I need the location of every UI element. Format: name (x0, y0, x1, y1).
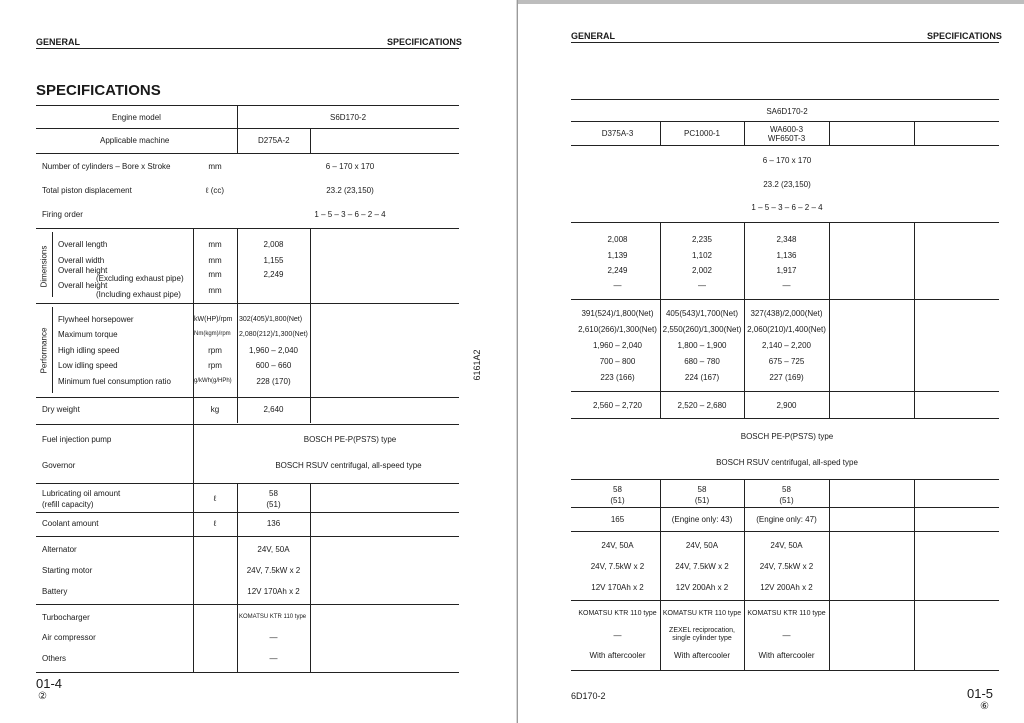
table-rule (36, 228, 459, 229)
table-top-rule (36, 105, 459, 106)
air-compressor-value: — (782, 631, 791, 640)
turbocharger-value: KOMATSU KTR 110 type (578, 610, 657, 617)
performance-group-label: Performance (39, 327, 49, 374)
alternator-value: 24V, 50A (601, 541, 634, 550)
coolant-unit: ℓ (213, 519, 217, 528)
dry-weight-value: 2,900 (776, 401, 797, 410)
alternator-value: 24V, 50A (257, 545, 290, 554)
lube-oil-refill-value: (51) (694, 496, 710, 505)
col-rule (914, 479, 915, 670)
displacement-value: 23.2 (23,150) (763, 180, 811, 189)
air-compressor-value-line2: single cylinder type (672, 635, 732, 642)
fuel-consumption-value: 224 (167) (684, 373, 720, 382)
col-rule (829, 479, 830, 670)
torque-unit: Nm(kgm)/rpm (194, 331, 231, 337)
governor-value: BOSCH RSUV centrifugal, all-sped type (716, 458, 858, 467)
group-rule (52, 232, 53, 297)
header-rule (571, 42, 999, 43)
table-rule (571, 600, 999, 601)
overall-height-in-value: — (782, 281, 791, 290)
overall-height-in-value: — (613, 281, 622, 290)
overall-height-in-value: — (698, 281, 706, 290)
fuel-consumption-value: 227 (169) (769, 373, 804, 382)
high-idle-label: High idling speed (58, 346, 120, 355)
revision-mark: ⑥ (980, 701, 989, 712)
fuel-pump-value: BOSCH PE-P(PS7S) type (303, 435, 397, 444)
lube-oil-value: 58 (697, 485, 707, 494)
air-compressor-value: ZEXEL reciprocation, (669, 627, 735, 634)
overall-width-value: 1,155 (263, 256, 284, 265)
table-rule (36, 536, 459, 537)
col-rule (914, 222, 915, 418)
unit-mm: mm (208, 256, 222, 265)
table-rule (36, 604, 459, 605)
displacement-unit: ℓ (cc) (205, 186, 225, 195)
low-idle-value: 675 – 725 (768, 357, 805, 366)
table-bottom-rule (571, 670, 999, 671)
revision-mark: ② (38, 691, 47, 702)
flywheel-hp-label: Flywheel horsepower (58, 315, 134, 324)
col-rule (829, 121, 830, 145)
fuel-pump-value: BOSCH PE-P(PS7S) type (740, 432, 834, 441)
displacement-label: Total piston displacement (42, 186, 132, 195)
flywheel-value: 405(543)/1,700(Net) (665, 309, 739, 318)
turbocharger-value: KOMATSU KTR 110 type (662, 610, 742, 617)
table-rule (571, 507, 999, 508)
high-idle-value: 1,960 – 2,040 (249, 346, 298, 355)
governor-value: BOSCH RSUV centrifugal, all-speed type (275, 461, 422, 470)
col-rule (237, 105, 238, 153)
firing-order-label: Firing order (42, 210, 83, 219)
overall-height-ex-label: Overall height (58, 266, 108, 275)
overall-height-ex-sublabel: (Excluding exhaust pipe) (96, 274, 184, 283)
battery-value: 12V 200Ah x 2 (675, 583, 729, 592)
cylinders-unit: mm (208, 162, 222, 171)
starting-motor-value: 24V, 7.5kW x 2 (590, 562, 645, 571)
max-torque-label: Maximum torque (58, 330, 118, 339)
table-rule (571, 479, 999, 480)
unit-mm: mm (208, 240, 222, 249)
torque-value: 2,610(266)/1,300(Net) (578, 325, 657, 334)
col-rule (914, 121, 915, 145)
coolant-label: Coolant amount (42, 519, 99, 528)
battery-value: 12V 200Ah x 2 (760, 583, 813, 592)
low-idle-value: 680 – 780 (684, 357, 720, 366)
overall-height-ex-value: 2,002 (691, 266, 713, 275)
fuel-consumption-unit: g/kWh(g/HPh) (194, 378, 232, 384)
cylinders-value: 6 – 170 x 170 (762, 156, 812, 165)
dry-weight-value: 2,640 (263, 405, 284, 414)
overall-length-value: 2,008 (263, 240, 284, 249)
table-rule (571, 145, 999, 146)
flywheel-unit: kW(HP)/rpm (194, 316, 233, 323)
table-rule (36, 397, 459, 398)
table-bottom-rule (36, 672, 459, 673)
lube-oil-value: 58 (782, 485, 791, 494)
torque-value: 2,550(260)/1,300(Net) (662, 325, 742, 334)
lube-oil-unit: ℓ (213, 494, 217, 503)
table-rule (571, 121, 999, 122)
table-rule (571, 222, 999, 223)
low-idle-value: 700 – 800 (599, 357, 636, 366)
fuel-consumption-value: 223 (166) (600, 373, 635, 382)
air-compressor-label: Air compressor (42, 633, 96, 642)
lube-oil-sublabel: (refill capacity) (42, 500, 94, 509)
applicable-machine-label: Applicable machine (100, 136, 170, 145)
coolant-value: (Engine only: 47) (756, 515, 817, 524)
others-value: — (269, 654, 278, 663)
unit-rpm: rpm (208, 361, 222, 370)
turbocharger-value: KOMATSU KTR 110 type (747, 610, 826, 617)
alternator-value: 24V, 50A (685, 541, 719, 550)
dry-weight-unit: kg (210, 405, 220, 414)
footer-model: 6D170-2 (571, 691, 606, 701)
overall-height-ex-value: 2,249 (607, 266, 628, 275)
page-number: 01-4 (36, 676, 63, 691)
header-section: GENERAL (571, 31, 616, 41)
turbocharger-label: Turbocharger (42, 613, 90, 622)
displacement-value: 23.2 (23,150) (326, 186, 374, 195)
col-rule (310, 483, 311, 672)
governor-label: Governor (42, 461, 76, 470)
machine-col3-line2: WF650T-3 (767, 134, 806, 143)
table-rule (571, 531, 999, 532)
lube-oil-refill-value: (51) (266, 500, 281, 509)
overall-height-ex-value: 1,917 (776, 266, 797, 275)
unit-mm: mm (208, 270, 222, 279)
firing-order-value: 1 – 5 – 3 – 6 – 2 – 4 (314, 210, 386, 219)
others-value: With aftercooler (758, 651, 815, 660)
air-compressor-value: — (269, 633, 278, 642)
starting-motor-label: Starting motor (42, 566, 93, 575)
unit-mm: mm (208, 286, 222, 295)
group-rule (52, 307, 53, 393)
unit-rpm: rpm (208, 346, 222, 355)
table-rule (36, 424, 459, 425)
table-rule (571, 418, 999, 419)
fuel-consumption-value: 228 (170) (256, 377, 291, 386)
air-compressor-value: — (613, 631, 622, 640)
lube-oil-value: 58 (613, 485, 622, 494)
others-value: With aftercooler (589, 651, 646, 660)
overall-length-value: 2,348 (776, 235, 797, 244)
header-title: SPECIFICATIONS (927, 31, 1002, 41)
right-page (517, 0, 1024, 723)
table-rule (36, 128, 459, 129)
others-value: With aftercooler (673, 651, 731, 660)
dry-weight-label: Dry weight (42, 405, 80, 414)
coolant-value: (Engine only: 43) (671, 515, 733, 524)
table-top-rule (571, 99, 999, 100)
turbocharger-value: KOMATSU KTR 110 type (239, 614, 307, 620)
battery-value: 12V 170Ah x 2 (591, 583, 644, 592)
firing-order-value: 1 – 5 – 3 – 6 – 2 – 4 (751, 203, 823, 212)
table-rule (36, 483, 459, 484)
col-rule (237, 483, 238, 672)
cylinders-value: 6 – 170 x 170 (325, 162, 375, 171)
flywheel-value: 391(524)/1,800(Net) (581, 309, 654, 318)
overall-length-value: 2,008 (607, 235, 628, 244)
table-rule (36, 512, 459, 513)
low-idle-value: 600 – 660 (255, 361, 292, 370)
table-rule (571, 299, 999, 300)
lube-oil-refill-value: (51) (779, 496, 794, 505)
lube-oil-refill-value: (51) (610, 496, 625, 505)
starting-motor-value: 24V, 7.5kW x 2 (759, 562, 814, 571)
battery-value: 12V 170Ah x 2 (247, 587, 300, 596)
overall-width-label: Overall width (58, 256, 105, 265)
engine-model-value: S6D170-2 (330, 113, 367, 122)
high-idle-value: 1,800 – 1,900 (677, 341, 727, 350)
table-rule (571, 391, 999, 392)
header-title: SPECIFICATIONS (387, 37, 462, 47)
others-label: Others (42, 654, 67, 663)
dry-weight-value: 2,520 – 2,680 (677, 401, 727, 410)
high-idle-value: 2,140 – 2,200 (762, 341, 811, 350)
page-number: 01-5 (967, 686, 994, 701)
page-title: SPECIFICATIONS (36, 82, 161, 99)
col-rule (310, 228, 311, 423)
torque-value: 2,060(210)/1,400(Net) (747, 325, 826, 334)
header-rule (36, 48, 459, 49)
overall-length-value: 2,235 (691, 235, 713, 244)
overall-height-ex-value: 2,249 (263, 270, 284, 279)
header-section: GENERAL (36, 37, 81, 47)
table-rule (36, 303, 459, 304)
fuel-pump-label: Fuel injection pump (42, 435, 112, 444)
overall-width-value: 1,139 (607, 251, 628, 260)
lube-oil-value: 58 (269, 489, 278, 498)
binding-code: 6161A2 (472, 349, 482, 381)
engine-model-value: SA6D170-2 (766, 107, 808, 116)
engine-model-label: Engine model (112, 113, 161, 122)
overall-height-in-label: Overall height (58, 281, 108, 290)
high-idle-value: 1,960 – 2,040 (593, 341, 642, 350)
coolant-value: 136 (266, 519, 281, 528)
overall-width-value: 1,136 (776, 251, 797, 260)
starting-motor-value: 24V, 7.5kW x 2 (675, 562, 729, 571)
starting-motor-value: 24V, 7.5kW x 2 (246, 566, 301, 575)
cylinders-label: Number of cylinders – Bore x Stroke (42, 162, 171, 171)
torque-value: 2,080(212)/1,300(Net) (239, 331, 308, 338)
battery-label: Battery (42, 587, 68, 596)
table-rule (36, 153, 459, 154)
flywheel-value: 302(405)/1,800(Net) (239, 316, 303, 323)
dimensions-group-label: Dimensions (39, 245, 49, 288)
overall-length-label: Overall length (58, 240, 108, 249)
coolant-value: 165 (610, 515, 625, 524)
machine-col1: D375A-3 (601, 129, 634, 138)
col-rule (310, 128, 311, 153)
overall-width-value: 1,102 (691, 251, 713, 260)
alternator-label: Alternator (42, 545, 77, 554)
flywheel-value: 327(438)/2,000(Net) (750, 309, 823, 318)
applicable-machine-value: D275A-2 (258, 136, 290, 145)
machine-col2: PC1000-1 (683, 129, 721, 138)
col-rule (829, 222, 830, 418)
fuel-consumption-label: Minimum fuel consumption ratio (58, 377, 171, 386)
lube-oil-label: Lubricating oil amount (42, 489, 121, 498)
col-rule (744, 479, 745, 670)
low-idle-label: Low idling speed (58, 361, 118, 370)
alternator-value: 24V, 50A (770, 541, 803, 550)
dry-weight-value: 2,560 – 2,720 (593, 401, 642, 410)
overall-height-in-sublabel: (Including exhaust pipe) (96, 290, 181, 299)
machine-col3: WA600-3 (769, 125, 804, 134)
